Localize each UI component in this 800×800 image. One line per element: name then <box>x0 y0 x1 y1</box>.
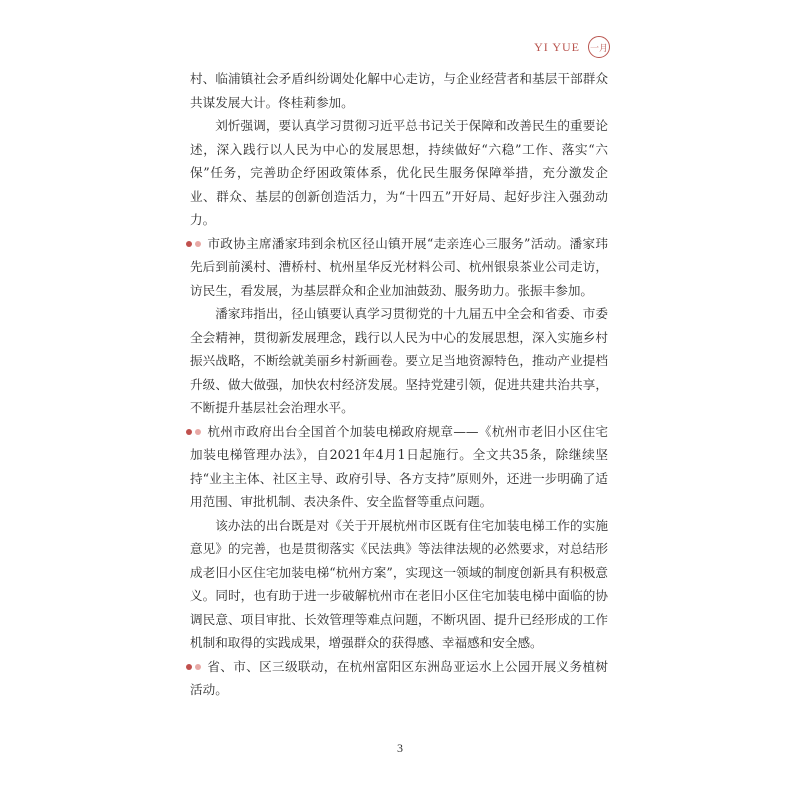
page-number: 3 <box>397 741 403 755</box>
bullet-dots-icon <box>186 241 201 247</box>
news-item-text: 省、市、区三级联动，在杭州富阳区东洲岛亚运水上公园开展义务植树活动。 <box>190 658 608 697</box>
news-item-text: 杭州市政府出台全国首个加装电梯政府规章——《杭州市老旧小区住宅加装电梯管理办法》，自2021年4月1日起施行。全文共35条，除继续坚持“业主主体、社区主导、政府引导、各方支持”原则外，还进一步明确了适用范围、审批机制、表决条件、安全监督等重点问题。 <box>190 423 608 509</box>
news-item <box>190 655 608 702</box>
bullet-dots-icon <box>186 664 201 670</box>
month-badge: 一月 <box>588 36 610 58</box>
news-item <box>190 420 608 514</box>
paragraph: 潘家玮指出，径山镇要认真学习贯彻党的十九届五中全会和省委、市委全会精神，贯彻新发展理念，践行以人民为中心的发展思想，深入实施乡村振兴战略，不断绘就美丽乡村新画卷。要立足当地资源特色，推动产业提档升级、做大做强，加快农村经济发展。坚持党建引领，促进共建共治共享，不断提升基层社会治理水平。 <box>190 306 608 415</box>
paragraph: 刘忻强调，要认真学习贯彻习近平总书记关于保障和改善民生的重要论述，深入践行以人民为中心的发展思想，持续做好“六稳”工作、落实“六保”任务，完善助企纾困政策体系，优化民生服务保障举措，充分激发企业、群众、基层的创新创造活力，为“十四五”开好局、起好步注入强劲动力。 <box>190 118 608 227</box>
page-body <box>190 67 608 702</box>
paragraph-continuation: 村、临浦镇社会矛盾纠纷调处化解中心走访，与企业经营者和基层干部群众共谋发展大计。佟桂莉参加。 <box>190 71 608 110</box>
bullet-dots-icon <box>186 429 201 435</box>
paragraph: 该办法的出台既是对《关于开展杭州市区既有住宅加装电梯工作的实施意见》的完善，也是贯彻落实《民法典》等法律法规的必然要求，对总结形成老旧小区住宅加装电梯“杭州方案”，实现这一领域的制度创新具有积极意义。同时，也有助于进一步破解杭州市在老旧小区住宅加装电梯中面临的协调民意、项目审批、长效管理等难点问题，不断巩固、提升已经形成的工作机制和取得的实践成果，增强群众的获得感、幸福感和安全感。 <box>190 517 608 650</box>
running-header <box>534 36 610 58</box>
news-item <box>190 232 608 303</box>
header-title: YI YUE <box>534 39 580 54</box>
news-item-text: 市政协主席潘家玮到余杭区径山镇开展“走亲连心三服务”活动。潘家玮先后到前溪村、漕桥村、杭州星华反光材料公司、杭州银泉茶业公司走访，访民生，看发展，为基层群众和企业加油鼓劲、服务助力。张振丰参加。 <box>190 235 608 298</box>
